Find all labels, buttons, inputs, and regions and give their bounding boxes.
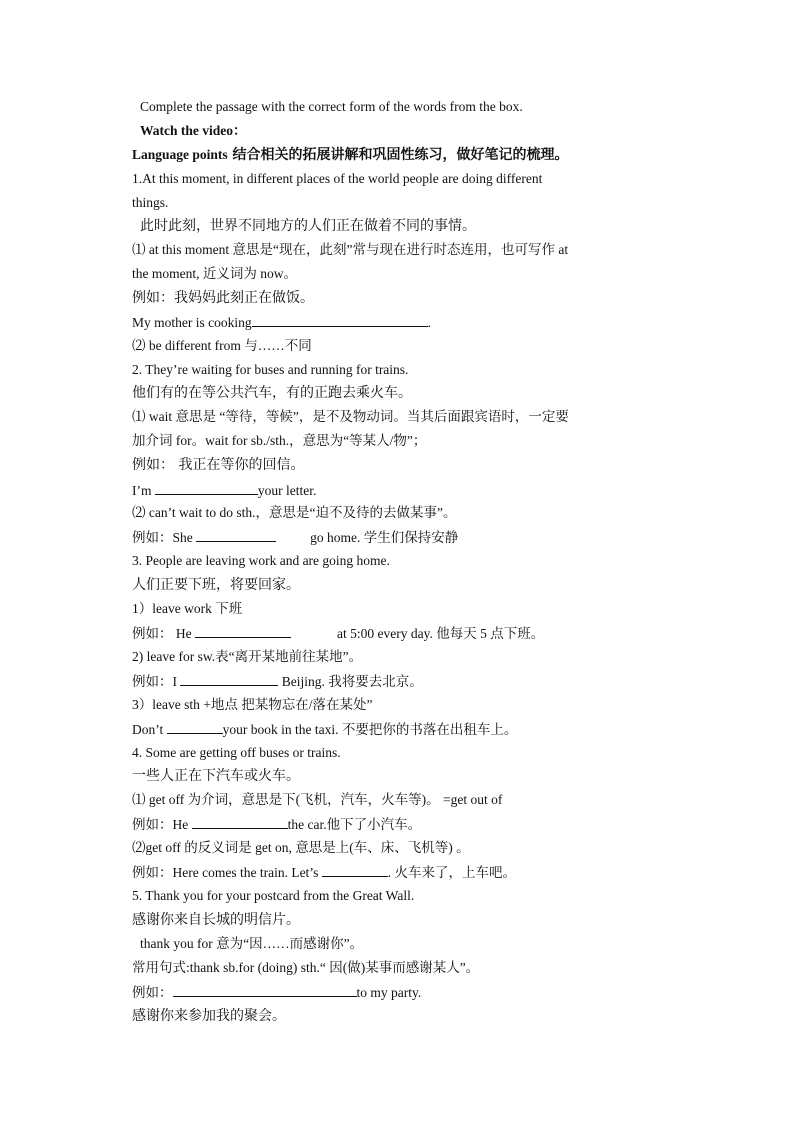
text: 例如：She	[132, 530, 197, 545]
text: 加介词 for。wait for sb./sth.，意思为“等某人/物”；	[132, 433, 427, 448]
text: 例如：我妈妈此刻正在做饭。	[132, 290, 314, 306]
text: 感谢你来自长城的明信片。	[132, 912, 300, 928]
text: 此时此刻，世界不同地方的人们正在做着不同的事情。	[140, 218, 476, 234]
point4-note1	[132, 791, 502, 809]
answer-blank[interactable]	[195, 624, 291, 638]
point3-exercise1	[132, 624, 544, 643]
point3-note3	[132, 696, 372, 714]
text: thank you for 意为“因……而感谢你”。	[140, 936, 364, 951]
point5-sentence	[132, 887, 414, 905]
text: 例如： He	[132, 626, 195, 641]
point4-exercise2	[132, 863, 516, 882]
text: I’m	[132, 483, 155, 498]
language-points-heading	[132, 146, 569, 164]
text: 感谢你来参加我的聚会。	[132, 1008, 286, 1024]
point5-exercise	[132, 983, 421, 1002]
point5-translation	[132, 911, 300, 929]
point2-exercise2	[132, 528, 458, 547]
point2-exercise1	[132, 481, 316, 500]
point3-exercise3	[132, 720, 517, 739]
text: 例如：Here comes the train. Let’s	[132, 865, 322, 880]
text: 人们正要下班，将要回家。	[132, 577, 300, 593]
text: 1）leave work 下班	[132, 601, 243, 616]
text: at 5:00 every day. 他每天 5 点下班。	[337, 626, 545, 641]
text: your book in the taxi. 不要把你的书落在出租车上。	[222, 722, 518, 737]
language-points-note: 结合相关的拓展讲解和巩固性练习，做好笔记的梳理。	[227, 147, 569, 163]
point2-note1	[132, 408, 569, 426]
text: 常用句式:thank sb.for (doing) sth.“ 因(做)某事而感谢某人”。	[132, 960, 480, 975]
text: the car.他下了小汽车。	[287, 817, 422, 832]
instruction-text: Complete the passage with the correct form of the words from the box.	[140, 99, 523, 114]
text: 例如：I	[132, 674, 181, 689]
text: . 火车来了，上车吧。	[387, 865, 516, 880]
text: Don’t	[132, 722, 167, 737]
point1-example-label	[132, 289, 314, 307]
text: to my party.	[356, 985, 422, 1000]
text: 例如：He	[132, 817, 192, 832]
watch-video-heading	[140, 122, 247, 140]
text: your letter.	[257, 483, 317, 498]
point1-exercise	[132, 313, 431, 332]
point2-example-label	[132, 456, 304, 474]
point2-translation	[132, 384, 412, 402]
text: go home. 学生们保持安静	[310, 530, 459, 545]
point3-note2	[132, 648, 362, 666]
text: ⑴ at this moment 意思是“现在，此刻”常与现在进行时态连用，也可写作 at	[132, 242, 569, 257]
text: ⑵get off 的反义词是 get on, 意思是上(车、床、飞机等) 。	[132, 840, 470, 855]
text: 例如：	[132, 985, 173, 1000]
answer-blank[interactable]	[167, 720, 223, 734]
point1-note1	[132, 241, 568, 259]
point2-note1-cont	[132, 432, 426, 450]
answer-blank[interactable]	[173, 983, 357, 997]
point5-exercise-translation	[132, 1007, 286, 1025]
point1-note1-cont	[132, 265, 297, 283]
text: Beijing. 我将要去北京。	[278, 674, 423, 689]
language-points-label: Language points	[132, 147, 228, 162]
point4-sentence	[132, 744, 341, 762]
point2-sentence	[132, 361, 408, 379]
text: ⑵ can’t wait to do sth.，意思是“迫不及待的去做某事”。	[132, 505, 457, 520]
point4-note2	[132, 839, 470, 857]
point4-translation	[132, 767, 300, 785]
text: ⑴ get off 为介词，意思是下(飞机，汽车，火车等)。 =get out of	[132, 792, 503, 807]
watch-video-text: Watch the video：	[140, 123, 247, 138]
point1-note2	[132, 337, 312, 355]
text: 2. They’re waiting for buses and running for trains.	[132, 362, 409, 377]
text: 2) leave for sw.表“离开某地前往某地”。	[132, 649, 363, 664]
text: 4. Some are getting off buses or trains.	[132, 745, 341, 760]
point3-translation	[132, 576, 300, 594]
point5-note2	[132, 959, 479, 977]
point3-note1	[132, 600, 242, 618]
point3-sentence	[132, 552, 390, 570]
point1-sentence-cont	[132, 194, 168, 212]
text: 例如： 我正在等你的回信。	[132, 457, 305, 473]
answer-blank[interactable]	[155, 481, 258, 495]
point3-exercise2	[132, 672, 423, 691]
text: 3）leave sth +地点 把某物忘在/落在某处”	[132, 697, 373, 712]
answer-blank[interactable]	[180, 672, 278, 686]
text: My mother is cooking	[132, 315, 252, 330]
text: 一些人正在下汽车或火车。	[132, 768, 300, 784]
text: 5. Thank you for your postcard from the Great Wall.	[132, 888, 415, 903]
text: ⑵ be different from 与……不同	[132, 338, 312, 353]
text: 他们有的在等公共汽车，有的正跑去乘火车。	[132, 385, 412, 401]
point2-note2	[132, 504, 456, 522]
text: .	[427, 315, 431, 330]
answer-blank[interactable]	[322, 863, 388, 877]
text: the moment, 近义词为 now。	[132, 266, 297, 281]
instruction-line	[140, 98, 523, 116]
point1-sentence	[132, 170, 542, 188]
text: 3. People are leaving work and are going home.	[132, 553, 390, 568]
point4-exercise1	[132, 815, 421, 834]
point5-note1	[140, 935, 363, 953]
point1-translation	[140, 217, 476, 235]
text: 1.At this moment, in different places of the world people are doing different	[132, 171, 543, 186]
answer-blank[interactable]	[252, 313, 428, 327]
text: things.	[132, 195, 169, 210]
answer-blank[interactable]	[196, 528, 276, 542]
text: ⑴ wait 意思是 “等待，等候”，是不及物动词。当其后面跟宾语时，一定要	[132, 409, 569, 424]
answer-blank[interactable]	[192, 815, 288, 829]
